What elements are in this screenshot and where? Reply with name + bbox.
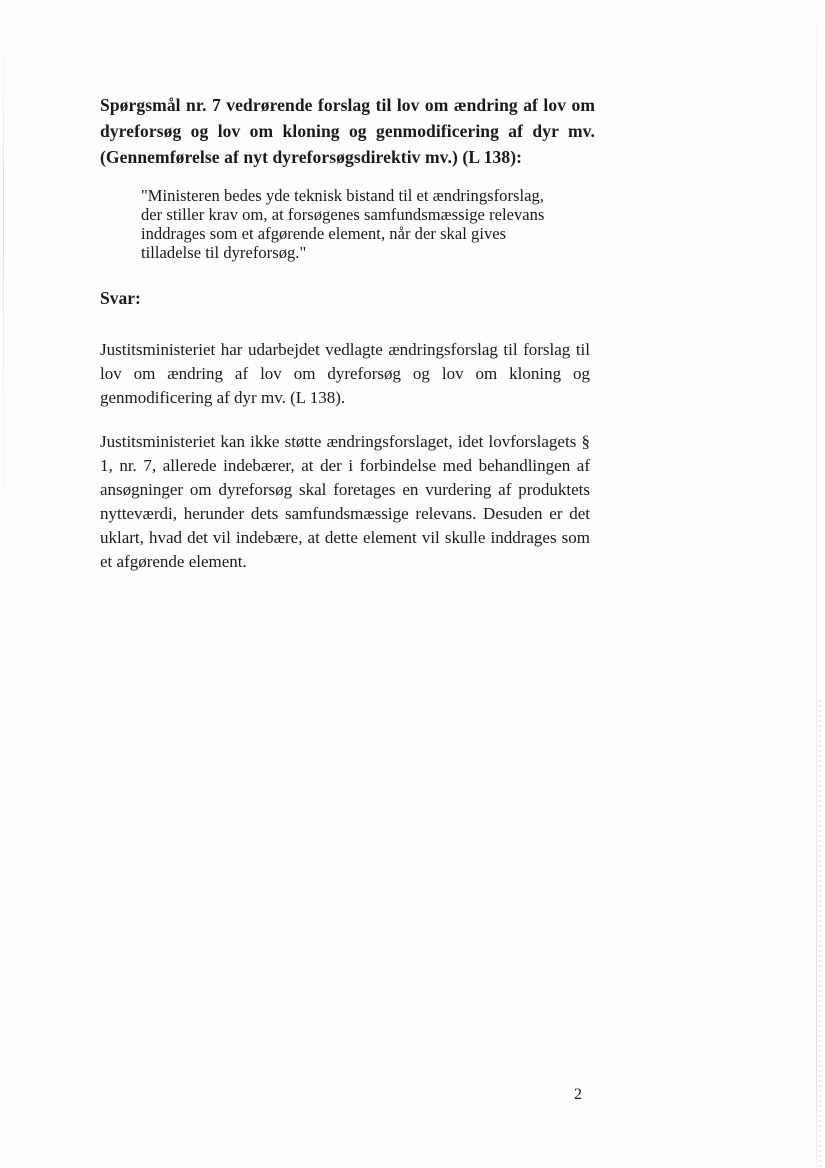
- scan-edge-left: [3, 30, 4, 550]
- answer-label: Svar:: [100, 288, 141, 308]
- scan-edge-right-texture: [818, 700, 822, 1168]
- page-number: 2: [574, 1086, 582, 1103]
- scan-edge-right: [816, 0, 817, 1168]
- answer-paragraph-2: Justitsministeriet kan ikke støtte ændringsforslaget, idet lovforslagets § 1, nr. 7, allerede indebærer, at der i forbindelse med behandlingen af ansøgninger om dyreforsøg skal foretages en vurdering af produktets nytteværdi, herunder dets samfundsmæssige relevans. Desuden er det uklart, hvad det vil indebære, at dette element vil skulle inddrages som et afgørende element.: [100, 432, 590, 571]
- question-heading: Spørgsmål nr. 7 vedrørende forslag til lov om ændring af lov om dyreforsøg og lov om kloning og genmodificering af dyr mv. (Gennemførelse af nyt dyreforsøgsdirektiv mv.) (L 138):: [100, 95, 595, 167]
- answer-paragraph-1: Justitsministeriet har udarbejdet vedlagte ændringsforslag til forslag til lov om ændring af lov om dyreforsøg og lov om kloning og genmodificering af dyr mv. (L 138).: [100, 340, 590, 407]
- question-quote: "Ministeren bedes yde teknisk bistand til et ændringsforslag, der stiller krav om, at forsøgenes samfundsmæssige relevans inddrages som et afgørende element, når der skal gives tilladelse til dyreforsøg.": [141, 186, 545, 262]
